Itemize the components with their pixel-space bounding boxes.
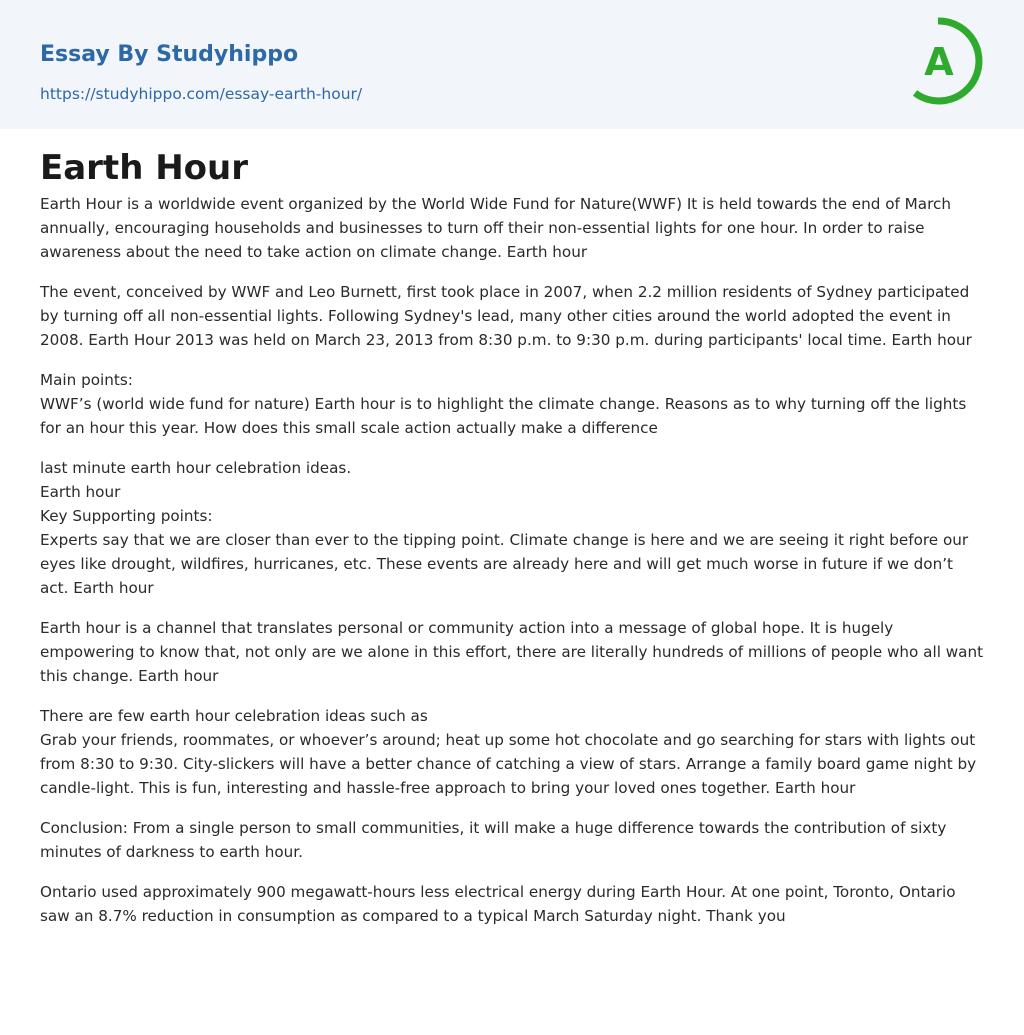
supporting-points-heading: Key Supporting points:	[40, 507, 213, 525]
main-points-text: WWF’s (world wide fund for nature) Earth hour is to highlight the climate change. Reasons as to why turning off the lights for an hour this year. How does this small scale action actually make a difference	[40, 395, 967, 437]
celebration-ideas-line: last minute earth hour celebration ideas.	[40, 459, 352, 477]
paragraph-intro: Earth Hour is a worldwide event organized by the World Wide Fund for Nature(WWF) It is held towards the end of March annually, encouraging households and businesses to turn off their non-essential lights for one hour. In order to raise awareness about the need to take action on climate change. Earth hour	[40, 195, 951, 261]
studyhippo-logo-icon[interactable]	[910, 17, 988, 107]
celebration-ideas-heading: There are few earth hour celebration ideas such as	[40, 707, 428, 725]
logo-letter: A	[924, 40, 954, 84]
site-brand[interactable]: Essay By Studyhippo	[40, 42, 299, 67]
paragraph-ontario: Ontario used approximately 900 megawatt-hours less electrical energy during Earth Hour. At one point, Toronto, Ontario saw an 8.7% reduction in consumption as compared to a typical March Saturday night. Thank you	[40, 883, 956, 925]
paragraph-history: The event, conceived by WWF and Leo Burnett, first took place in 2007, when 2.2 million residents of Sydney participated by turning off all non-essential lights. Following Sydney's lead, many other cities around the world adopted the event in 2008. Earth Hour 2013 was held on March 23, 2013 from 8:30 p.m. to 9:30 p.m. during participants' local time. Earth hour	[40, 283, 972, 349]
paragraph-celebration-ideas	[40, 704, 986, 800]
essay-url-link[interactable]: https://studyhippo.com/essay-earth-hour/	[40, 85, 363, 103]
earth-hour-line: Earth hour	[40, 483, 121, 501]
essay-title: Earth Hour	[40, 148, 249, 188]
celebration-ideas-text: Grab your friends, roommates, or whoever’s around; heat up some hot chocolate and go searching for stars with lights out from 8:30 to 9:30. City-slickers will have a better chance of catching a view of stars. Arrange a family board game night by candle-light. This is fun, interesting and hassle-free approach to bring your loved ones together. Earth hour	[40, 731, 977, 797]
supporting-points-text: Experts say that we are closer than ever to the tipping point. Climate change is here and we are seeing it right before our eyes like drought, wildfires, hurricanes, etc. These events are already here and will get much worse in future if we don’t act. Earth hour	[40, 531, 969, 597]
site-header	[0, 0, 1024, 129]
essay-content	[40, 144, 986, 944]
main-points-heading: Main points:	[40, 371, 133, 389]
paragraph-supporting-points	[40, 456, 986, 600]
paragraph-global-hope: Earth hour is a channel that translates personal or community action into a message of global hope. It is hugely empowering to know that, not only are we alone in this effort, there are literally hundreds of millions of people who all want this change. Earth hour	[40, 619, 984, 685]
paragraph-conclusion: Conclusion: From a single person to small communities, it will make a huge difference towards the contribution of sixty minutes of darkness to earth hour.	[40, 819, 947, 861]
paragraph-main-points	[40, 368, 986, 440]
